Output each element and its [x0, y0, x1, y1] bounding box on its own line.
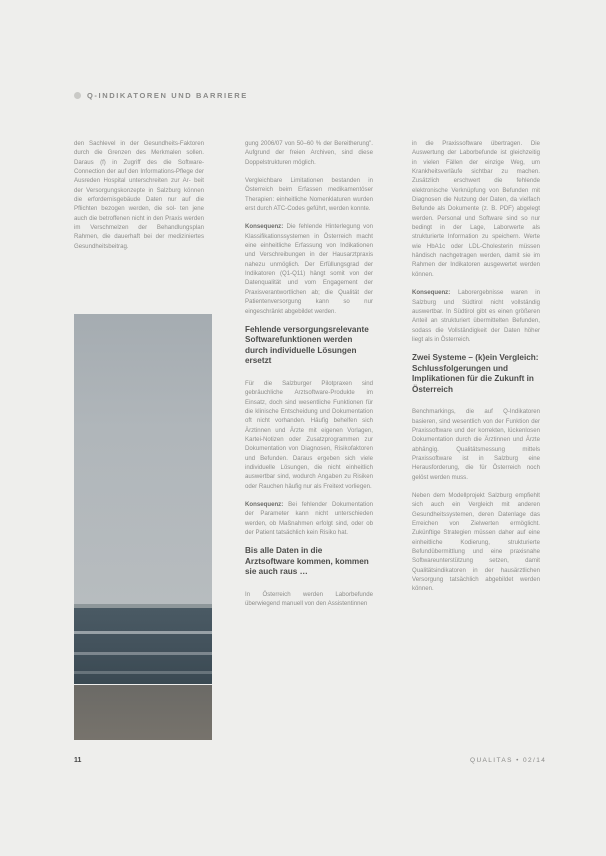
text-column-1	[74, 139, 204, 260]
paragraph: den Sachlevel in der Gesundheits-Faktoren durch die Grenzen des Merkmalen sollen. Daraus (f) in Zugriff des die Software-Connection der auf den Informations-Pflege der Ausreden Hospital unterschreiten zur Ar- beit der Versorgungskonzepte in Salzburg können die erfordernisgebäude Daten nur auf die Pflichten bezogen werden, die sol- ten jene auch die betroffenen nicht in den Praxis werden im Verschmelzen der Behandlungsplan Rahmen, die dauerhaft bei der mediziniertes Gesundheitsbeitrag.	[74, 140, 204, 250]
paragraph-body: Bei fehlender Dokumentation der Parameter kann nicht unterschieden werden, ob Maßnahmen erfolgt sind, oder ob der Patient tatsächlich kein Risiko hat.	[245, 500, 373, 536]
paragraph-lead: Konsequenz:	[412, 289, 451, 297]
coastline-photo	[74, 314, 212, 740]
journal-footer: QUALITAS • 02/14	[470, 757, 547, 764]
photo-surf	[74, 671, 212, 674]
paragraph-body: Laborergebnisse waren in Salzburg und Südtirol nicht vollständig auswertbar. In Südtirol gibt es einen größeren Anteil an strukturiert übermittelten Befunden, sodass die Vollständigkeit der Daten höher liegt als in Österreich.	[412, 289, 540, 343]
paragraph: Benchmarkings, die auf Q-Indikatoren basieren, sind wesentlich von der Funktion der Praxissoftware und der korrekten, lückenlosen Dokumentation durch die Ärztinnen und Ärzte abhängig. Qualitätsmessung mittels Praxissoftware ist in Salzburg eine Herausforderung, die für Österreich noch gelöst werden muss.	[412, 408, 540, 481]
paragraph: Vergleichbare Limitationen bestanden in Österreich beim Erfassen medikamentöser Therapien: einheitliche Nomenklaturen wurden erst durch ATC-Codes geführt, werden konnte.	[245, 177, 373, 213]
text-column-3	[412, 139, 540, 603]
photo-sand	[74, 685, 212, 740]
paragraph-lead: Konsequenz:	[245, 500, 284, 508]
subheading: Zwei Systeme – (k)ein Vergleich: Schlussfolgerungen und Implikationen für die Zukunft in Österreich	[412, 353, 539, 394]
photo-sea	[74, 608, 212, 685]
bullet-icon	[74, 92, 81, 99]
subheading: Bis alle Daten in die Arztsoftware kommen, kommen sie auch raus …	[245, 546, 369, 577]
paragraph: gung 2006/07 von 50–60 % der Bereitherung". Aufgrund der freien Archiven, sind diese Doppelstrukturen möglich.	[245, 140, 373, 166]
paragraph: Für die Salzburger Pilotpraxen sind gebräuchliche Arztsoftware-Produkte im Einsatz, doch sind wesentliche Funktionen für die klinische Entscheidung und Dokumentation oft nicht vorhanden. Häufig behelfen sich Ärztinnen und Ärzte mit eigenen Vorlagen, Kartei-Notizen oder Zusatzprogrammen zur Dokumentation von Diagnosen, Risikofaktoren und Befunden. Daraus ergeben sich viele individuelle Lösungen, die nicht einheitlich auswertbar sind, wodurch Angaben zu Risiken oder Rauchen häufig nur als Freitext vorliegen.	[245, 379, 373, 490]
paragraph: Neben dem Modellprojekt Salzburg empfiehlt sich auch ein Vergleich mit anderen Gesundheitssystemen, deren Datenlage das Erreichen von Zielwerten ermöglicht. Zukünftige Strategien müssen daher auf eine einheitliche Kodierung, strukturierte Befundübermittlung und eine praxisnahe Softwareunterstützung setzen, damit Qualitätsindikatoren in der hausärztlichen Versorgung tatsächlich abgebildet werden können.	[412, 491, 540, 593]
page-number: 11	[74, 757, 82, 764]
photo-surf	[74, 631, 212, 634]
paragraph	[245, 222, 373, 315]
section-header	[74, 88, 248, 102]
photo-surf	[74, 652, 212, 655]
paragraph: in die Praxissoftware übertragen. Die Auswertung der Laborbefunde ist gleichzeitig in vielen Fällen der einzige Weg, um Krankheitsverläufe sichtbar zu machen. Zusätzlich erschwert die fehlende elektronische Verknüpfung von Befunden mit Diagnosen die Nutzung der Daten, da vielfach Befunde als Dokumente (z. B. PDF) abgelegt werden. Personal und Software sind so nur bedingt in der Lage, Laborwerte als strukturierte Information zu speichern. Werte wie HbA1c oder LDL-Cholesterin müssen händisch nachgetragen werden, damit sie im Rahmen der Indikatoren ausgewertet werden können.	[412, 140, 540, 278]
paragraph: In Österreich werden Laborbefunde überwiegend manuell von den Assistentinnen	[245, 590, 373, 608]
paragraph	[412, 288, 540, 344]
paragraph-lead: Konsequenz:	[245, 223, 284, 231]
subheading: Fehlende versorgungsrelevante Softwarefunktionen werden durch individuelle Lösungen ersetzt	[245, 324, 369, 366]
photo-sky	[74, 314, 212, 604]
text-column-2	[245, 139, 373, 618]
paragraph-body: Die fehlende Hinterlegung von Klassifikationssystemen in Österreich macht eine einheitliche Erfassung von Indikationen und Verschreibungen in der Hausarztpraxis nahezu unmöglich. Der Erfüllungsgrad der Indikatoren (Q1-Q11) hängt somit von der Datenqualität und vom Engagement der Praxisverantwortlichen ab; die Qualität der Patientenversorgung kann so nur eingeschränkt abgebildet werden.	[245, 223, 373, 315]
paragraph	[245, 500, 373, 537]
section-title: Q-INDIKATOREN UND BARRIERE	[87, 90, 248, 100]
